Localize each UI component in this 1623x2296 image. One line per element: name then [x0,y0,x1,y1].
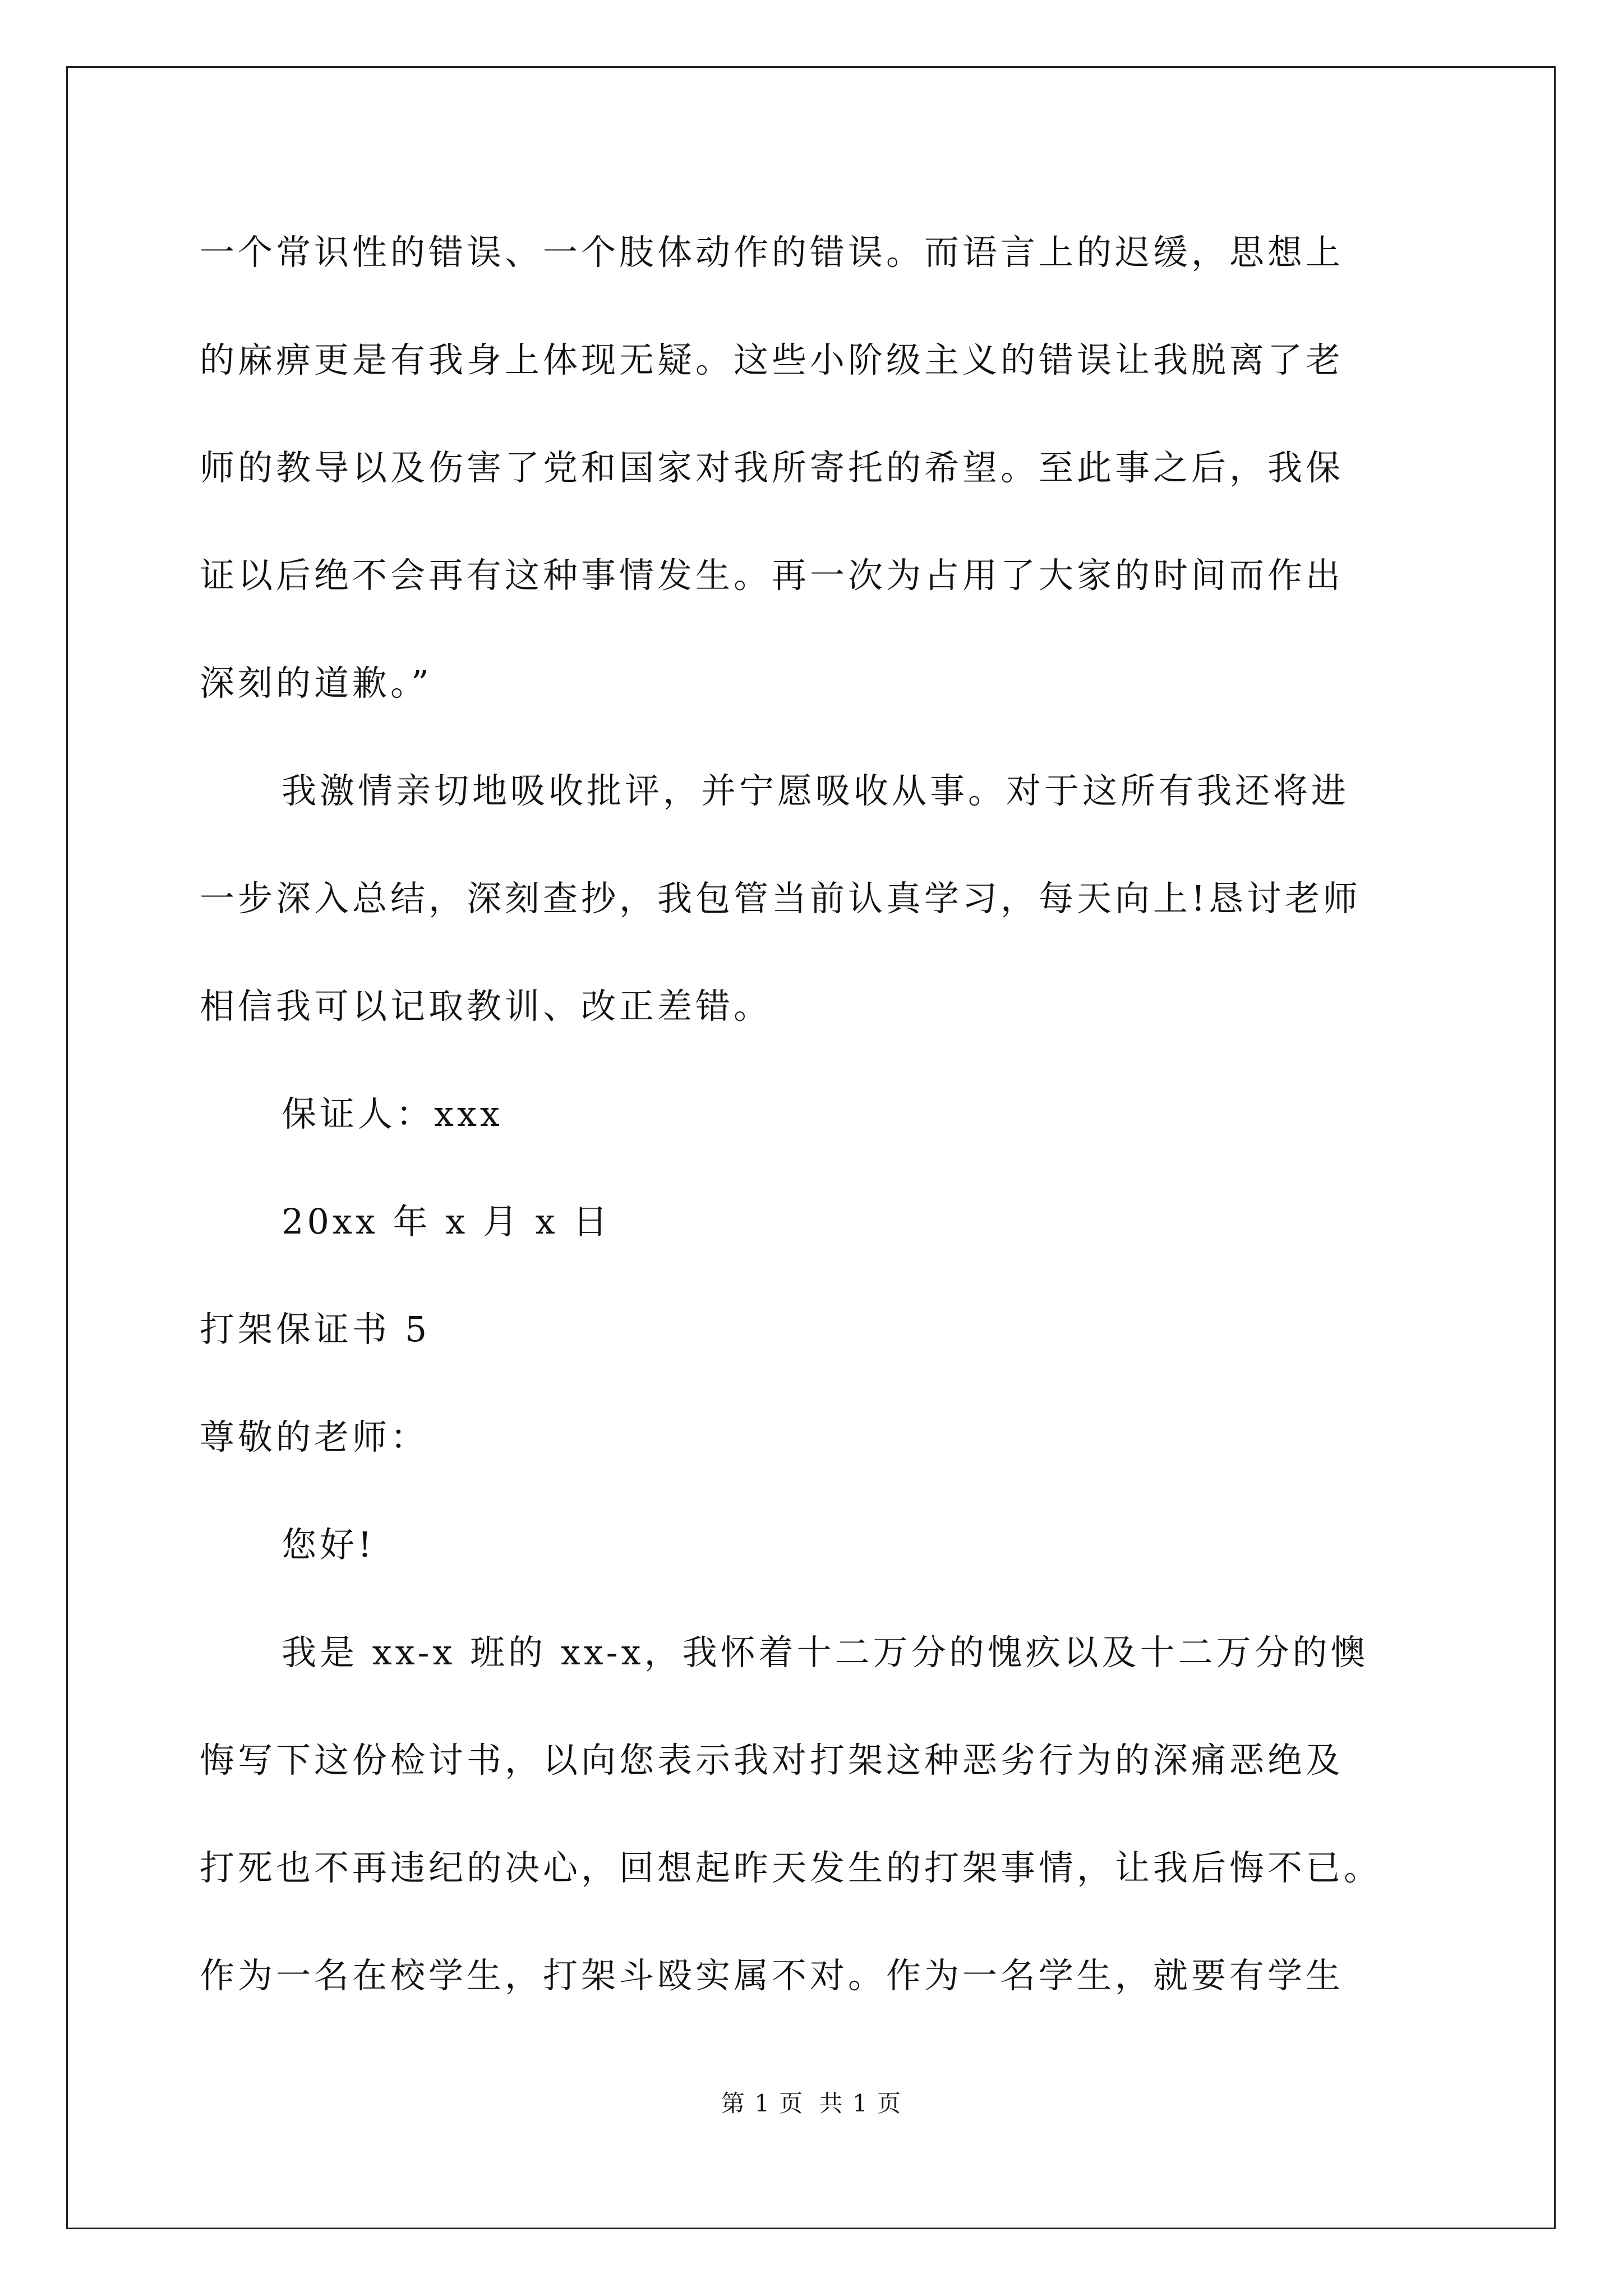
text-line: 的麻痹更是有我身上体现无疑。这些小阶级主义的错误让我脱离了老 [200,339,1344,380]
text-line: 我激情亲切地吸收批评，并宁愿吸收从事。对于这所有我还将进 [282,770,1350,811]
page-total: 共 1 页 [819,2090,902,2117]
text-line: 作为一名在校学生，打架斗殴实属不对。作为一名学生，就要有学生 [200,1955,1344,1996]
text-line: 打死也不再违纪的决心，回想起昨天发生的打架事情，让我后悔不已。 [200,1847,1382,1888]
section-title: 打架保证书 5 [200,1309,431,1350]
text-line: 悔写下这份检讨书，以向您表示我对打架这种恶劣行为的深痛恶绝及 [200,1740,1344,1780]
text-line: 证以后绝不会再有这种事情发生。再一次为占用了大家的时间而作出 [200,555,1344,596]
page-footer [0,2088,1623,2119]
greeting: 您好! [282,1524,375,1565]
signature-line: 保证人：xxx [282,1093,503,1134]
text-line: 深刻的道歉。” [200,662,432,703]
salutation: 尊敬的老师： [200,1416,429,1457]
text-line: 师的教导以及伤害了党和国家对我所寄托的希望。至此事之后，我保 [200,447,1344,488]
text-line: 相信我可以记取教训、改正差错。 [200,986,772,1027]
page-border [66,66,1556,2229]
text-line: 一步深入总结，深刻查抄，我包管当前认真学习，每天向上!恳讨老师 [200,878,1361,919]
text-line: 一个常识性的错误、一个肢体动作的错误。而语言上的迟缓，思想上 [200,232,1344,273]
page-number: 第 1 页 [721,2090,804,2117]
date-line: 20xx 年 x 月 x 日 [282,1201,611,1242]
text-line: 我是 xx-x 班的 xx-x，我怀着十二万分的愧疚以及十二万分的懊 [282,1632,1369,1673]
